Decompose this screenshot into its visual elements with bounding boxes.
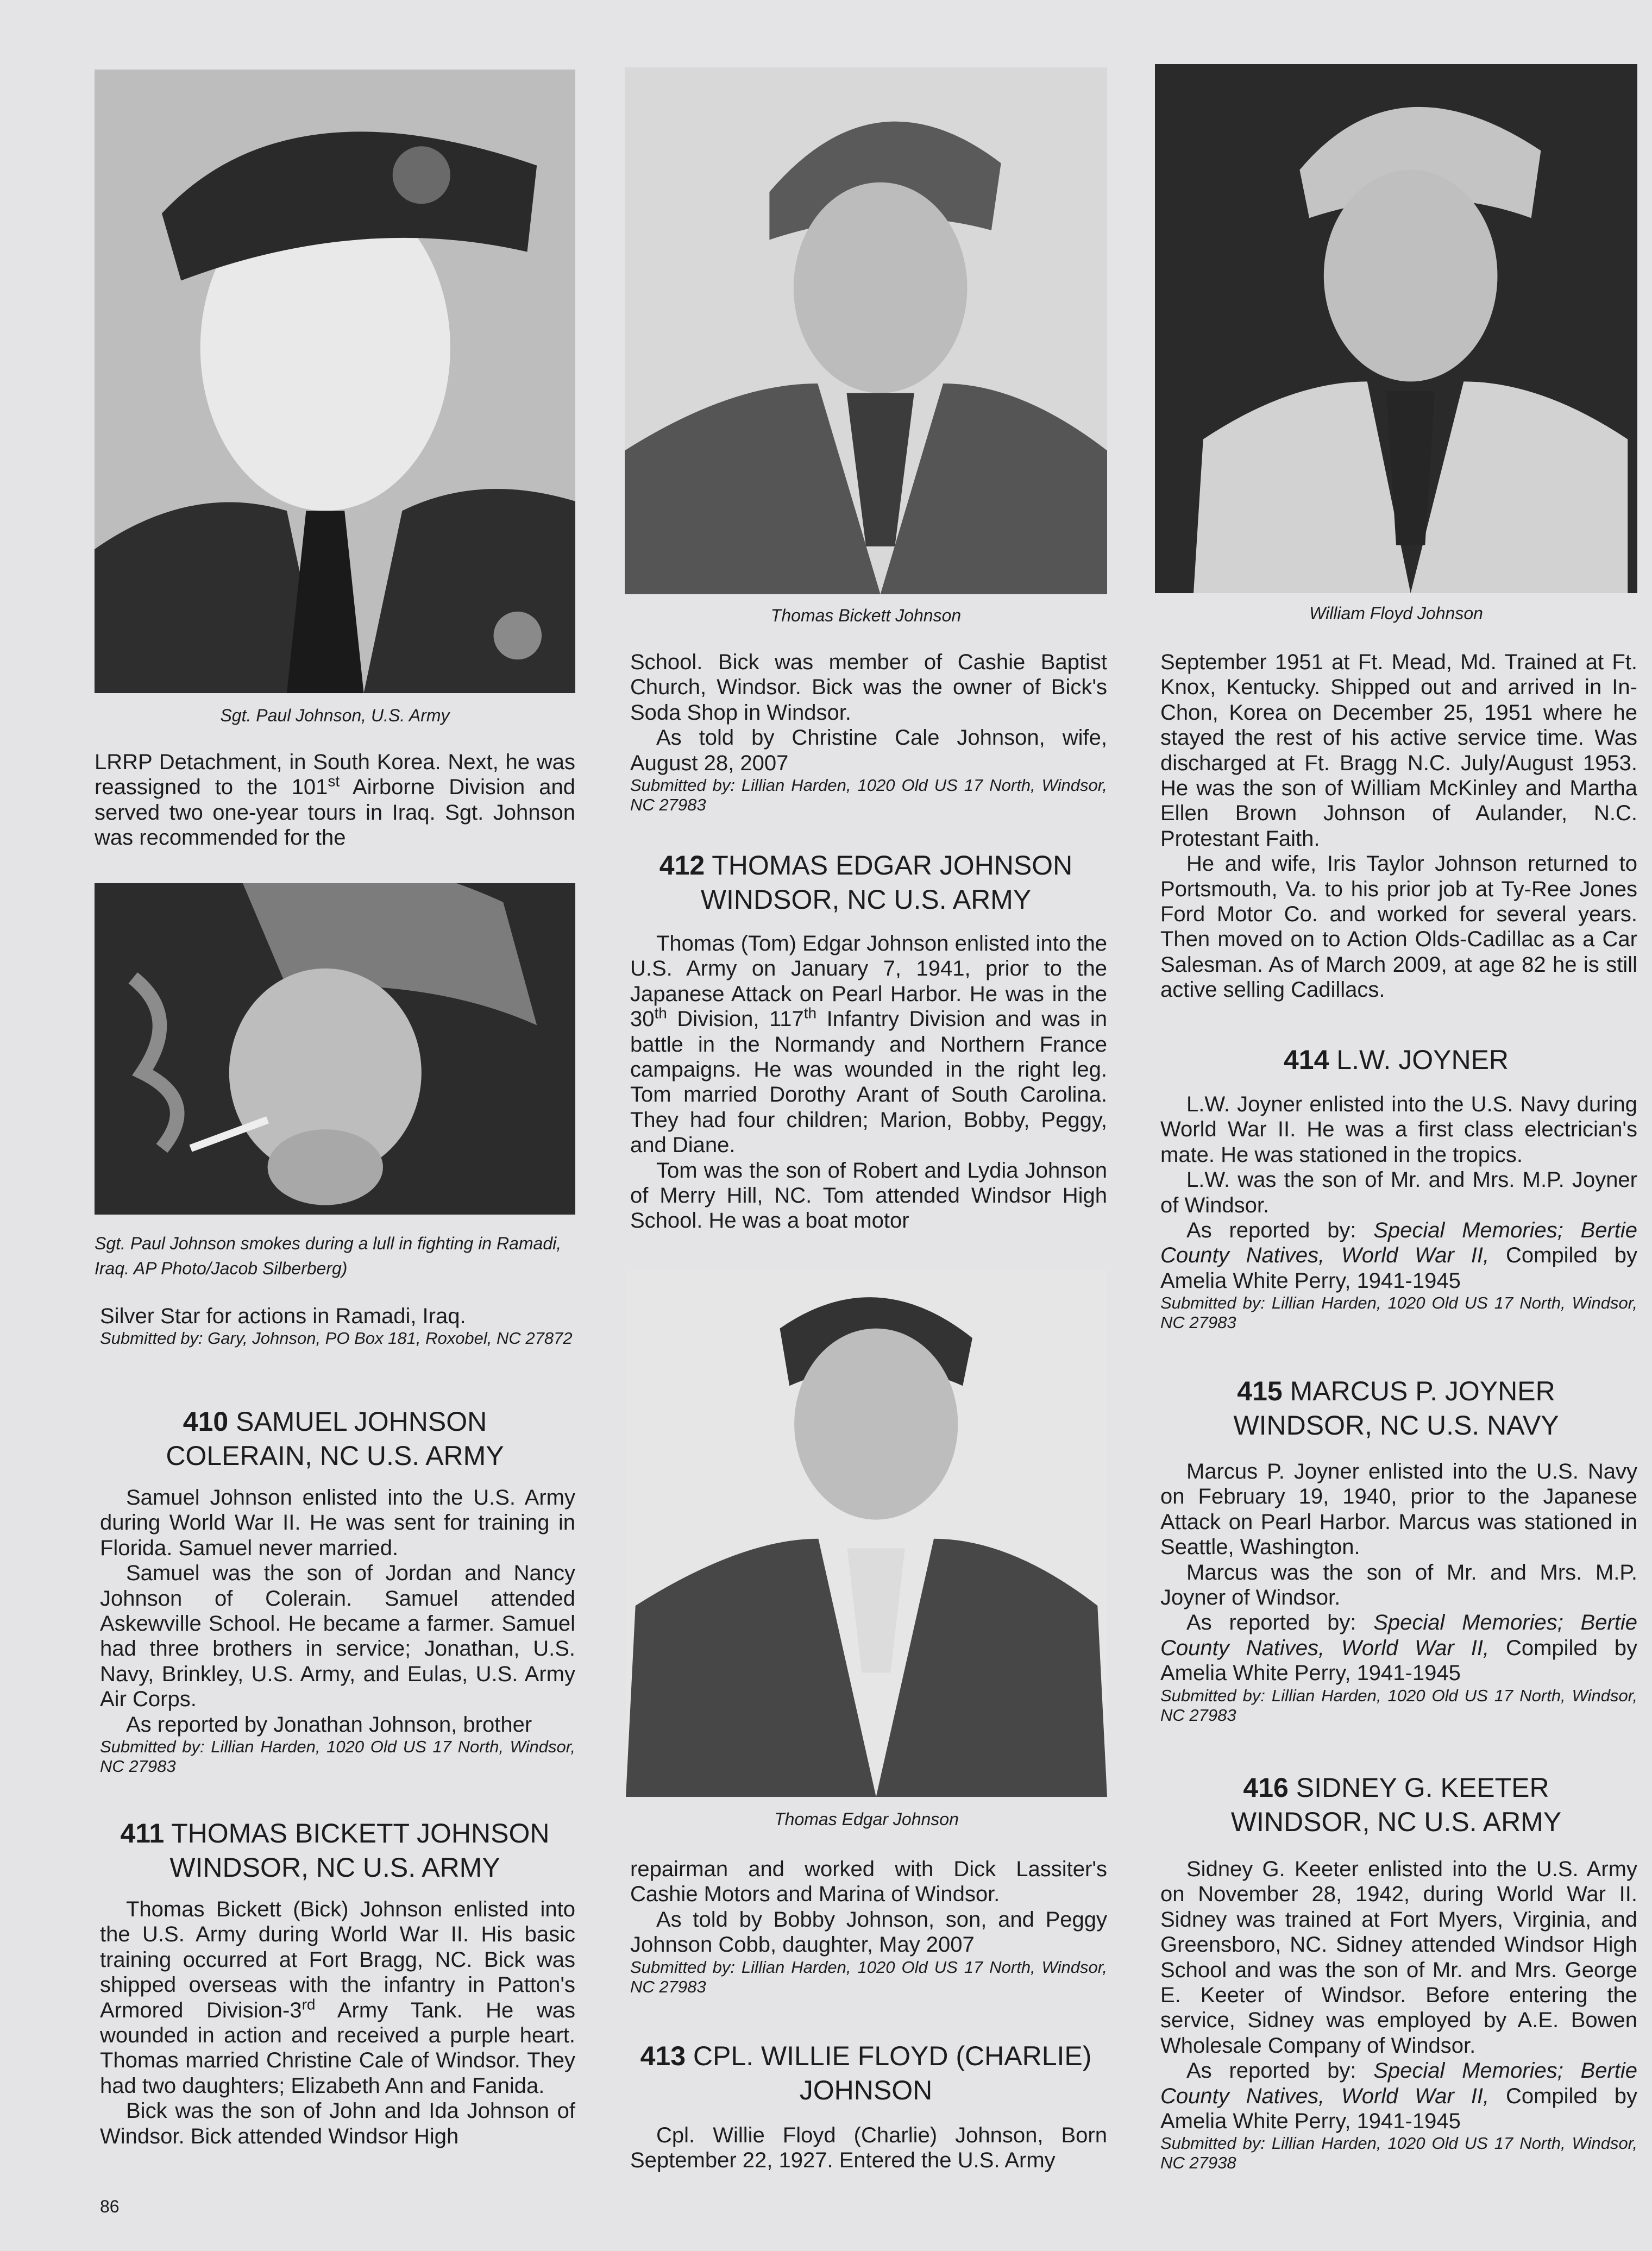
heading-413: 413 CPL. WILLIE FLOYD (CHARLIE) JOHNSON [640, 2041, 1092, 2105]
caption-thomas-edgar-johnson: Thomas Edgar Johnson [774, 1809, 959, 1829]
heading-412: 412 THOMAS EDGAR JOHNSON WINDSOR, NC U.S. ARMY [659, 850, 1073, 915]
caption-paul-johnson-smoking: Sgt. Paul Johnson smokes during a lull in fighting in Ramadi, Iraq. AP Photo/Jacob Silberberg) [95, 1234, 562, 1278]
entry-412-body: Thomas (Tom) Edgar Johnson enlisted into the U.S. Army on January 7, 1941, prior to the Japanese Attack on Pearl Harbor. He was in the 30th Division, 117th Infantry Division and was in battle in the Normandy and Northern France campaigns. He was wounded in the right leg. Tom married Dorothy Arant of South Carolina. They had four children; Marion, Bobby, Peggy, and Diane. Tom was the son of Robert and Lydia Johnson of Merry Hill, NC. Tom attended Windsor High School. He was a boat motor [630, 932, 1107, 1233]
entry-411-body-continued: School. Bick was member of Cashie Baptist Church, Windsor. Bick was the owner of Bick's Soda Shop in Windsor. As told by Christine Cale Johnson, wife, August 28, 2007 Submitted by: Lillian Harden, 1020 Old US 17 North, Windsor, NC 27983 [630, 650, 1107, 815]
photo-thomas-edgar-johnson [626, 1271, 1107, 1797]
entry-411-body: Thomas Bickett (Bick) Johnson enlisted into the U.S. Army during World War II. His basic training occurred at Fort Bragg, NC. Bick was shipped overseas with the infantry in Patton's Armored Division-3rd Army Tank. He was wounded in action and received a purple heart. Thomas married Christine Cale of Windsor. They had two daughters; Elizabeth Ann and Fanida. Bick was the son of John and Ida Johnson of Windsor. Bick attended Windsor High [100, 1897, 575, 2148]
entry-412-body-continued: repairman and worked with Dick Lassiter's Cashie Motors and Marina of Windsor. As told by Bobby Johnson, son, and Peggy Johnson Cobb, daughter, May 2007 Submitted by: Lillian Harden, 1020 Old US 17 North, Windsor, NC 27983 [630, 1857, 1107, 1996]
heading-411: 411 THOMAS BICKETT JOHNSON WINDSOR, NC U.S. ARMY [120, 1818, 550, 1883]
submitted-by: Submitted by: Lillian Harden, 1020 Old US 17 North, Windsor, NC 27983 [630, 776, 1107, 815]
submitted-by: Submitted by: Gary, Johnson, PO Box 181, Roxobel, NC 27872 [100, 1329, 573, 1348]
heading-416: 416 SIDNEY G. KEETER WINDSOR, NC U.S. ARMY [1230, 1772, 1562, 1837]
caption-thomas-bickett-johnson: Thomas Bickett Johnson [770, 606, 962, 625]
heading-414: 414 L.W. JOYNER [1283, 1045, 1509, 1075]
entry-413-body: Cpl. Willie Floyd (Charlie) Johnson, Born September 22, 1927. Entered the U.S. Army [630, 2123, 1107, 2173]
col1-continuation-a: LRRP Detachment, in South Korea. Next, he was reassigned to the 101st Airborne Division and served two one-year tours in Iraq. Sgt. Johnson was recommended for the [95, 750, 575, 850]
photo-paul-johnson [95, 70, 575, 693]
submitted-by: Submitted by: Lillian Harden, 1020 Old US 17 North, Windsor, NC 27983 [1160, 1293, 1637, 1332]
heading-410: 410 SAMUEL JOHNSON COLERAIN, NC U.S. ARMY [166, 1406, 504, 1471]
page-number: 86 [100, 2197, 120, 2216]
photo-william-floyd-johnson [1155, 64, 1637, 593]
caption-william-floyd-johnson: William Floyd Johnson [1309, 603, 1483, 623]
entry-413-body-continued: September 1951 at Ft. Mead, Md. Trained at Ft. Knox, Kentucky. Shipped out and arrived in In-Chon, Korea on December 25, 1951 where he stayed the rest of his active service time. Was discharged at Ft. Bragg N.C. July/August 1953. He was the son of William McKinley and Martha Ellen Brown Johnson of Aulander, N.C. Protestant Faith. He and wife, Iris Taylor Johnson returned to Portsmouth, Va. to his prior job at Ty-Ree Jones Ford Motor Co. and worked for several years. Then moved on to Action Olds-Cadillac as a Car Salesman. As of March 2009, at age 82 he is still active selling Cadillacs. [1160, 650, 1637, 1002]
col1-continuation-b: Silver Star for actions in Ramadi, Iraq. Submitted by: Gary, Johnson, PO Box 181, Roxobel, NC 27872 [100, 1304, 575, 1348]
entry-415-body: Marcus P. Joyner enlisted into the U.S. Navy on February 19, 1940, prior to the Japanese Attack on Pearl Harbor. Marcus was stationed in Seattle, Washington. Marcus was the son of Mr. and Mrs. M.P. Joyner of Windsor. As reported by: Special Memories; Bertie County Natives, World War II, Compiled by Amelia White Perry, 1941-1945 Submitted by: Lillian Harden, 1020 Old US 17 North, Windsor, NC 27983 [1160, 1460, 1638, 1725]
photo-paul-johnson-smoking [95, 883, 575, 1215]
photo-thomas-bickett-johnson [625, 67, 1107, 594]
submitted-by: Submitted by: Lillian Harden, 1020 Old US 17 North, Windsor, NC 27938 [1160, 2134, 1637, 2173]
submitted-by: Submitted by: Lillian Harden, 1020 Old US 17 North, Windsor, NC 27983 [630, 1957, 1107, 1996]
caption-paul-johnson: Sgt. Paul Johnson, U.S. Army [220, 706, 450, 725]
heading-415: 415 MARCUS P. JOYNER WINDSOR, NC U.S. NAVY [1233, 1376, 1559, 1441]
entry-416-body: Sidney G. Keeter enlisted into the U.S. Army on November 28, 1942, during World War II. Sidney was trained at Fort Myers, Virginia, and Greensboro, NC. Sidney attended Windsor High School and was the son of Mr. and Mrs. George E. Keeter of Windsor. Before entering the service, Sidney was employed by A.E. Bowen Wholesale Company of Windsor. As reported by: Special Memories; Bertie County Natives, World War II, Compiled by Amelia White Perry, 1941-1945 Submitted by: Lillian Harden, 1020 Old US 17 North, Windsor, NC 27938 [1160, 1857, 1638, 2173]
submitted-by: Submitted by: Lillian Harden, 1020 Old US 17 North, Windsor, NC 27983 [1160, 1686, 1637, 1725]
entry-414-body: L.W. Joyner enlisted into the U.S. Navy during World War II. He was a first class electrician's mate. He was stationed in the tropics. L.W. was the son of Mr. and Mrs. M.P. Joyner of Windsor. As reported by: Special Memories; Bertie County Natives, World War II, Compiled by Amelia White Perry, 1941-1945 Submitted by: Lillian Harden, 1020 Old US 17 North, Windsor, NC 27983 [1160, 1092, 1638, 1332]
submitted-by: Submitted by: Lillian Harden, 1020 Old US 17 North, Windsor, NC 27983 [100, 1737, 575, 1776]
entry-410-body: Samuel Johnson enlisted into the U.S. Army during World War II. He was sent for training in Florida. Samuel never married. Samuel was the son of Jordan and Nancy Johnson of Colerain. Samuel attended Askewville School. He became a farmer. Samuel had three brothers in service; Jonathan, U.S. Navy, Brinkley, U.S. Army, and Eulas, U.S. Army Air Corps. As reported by Jonathan Johnson, brother Submitted by: Lillian Harden, 1020 Old US 17 North, Windsor, NC 27983 [100, 1486, 575, 1776]
